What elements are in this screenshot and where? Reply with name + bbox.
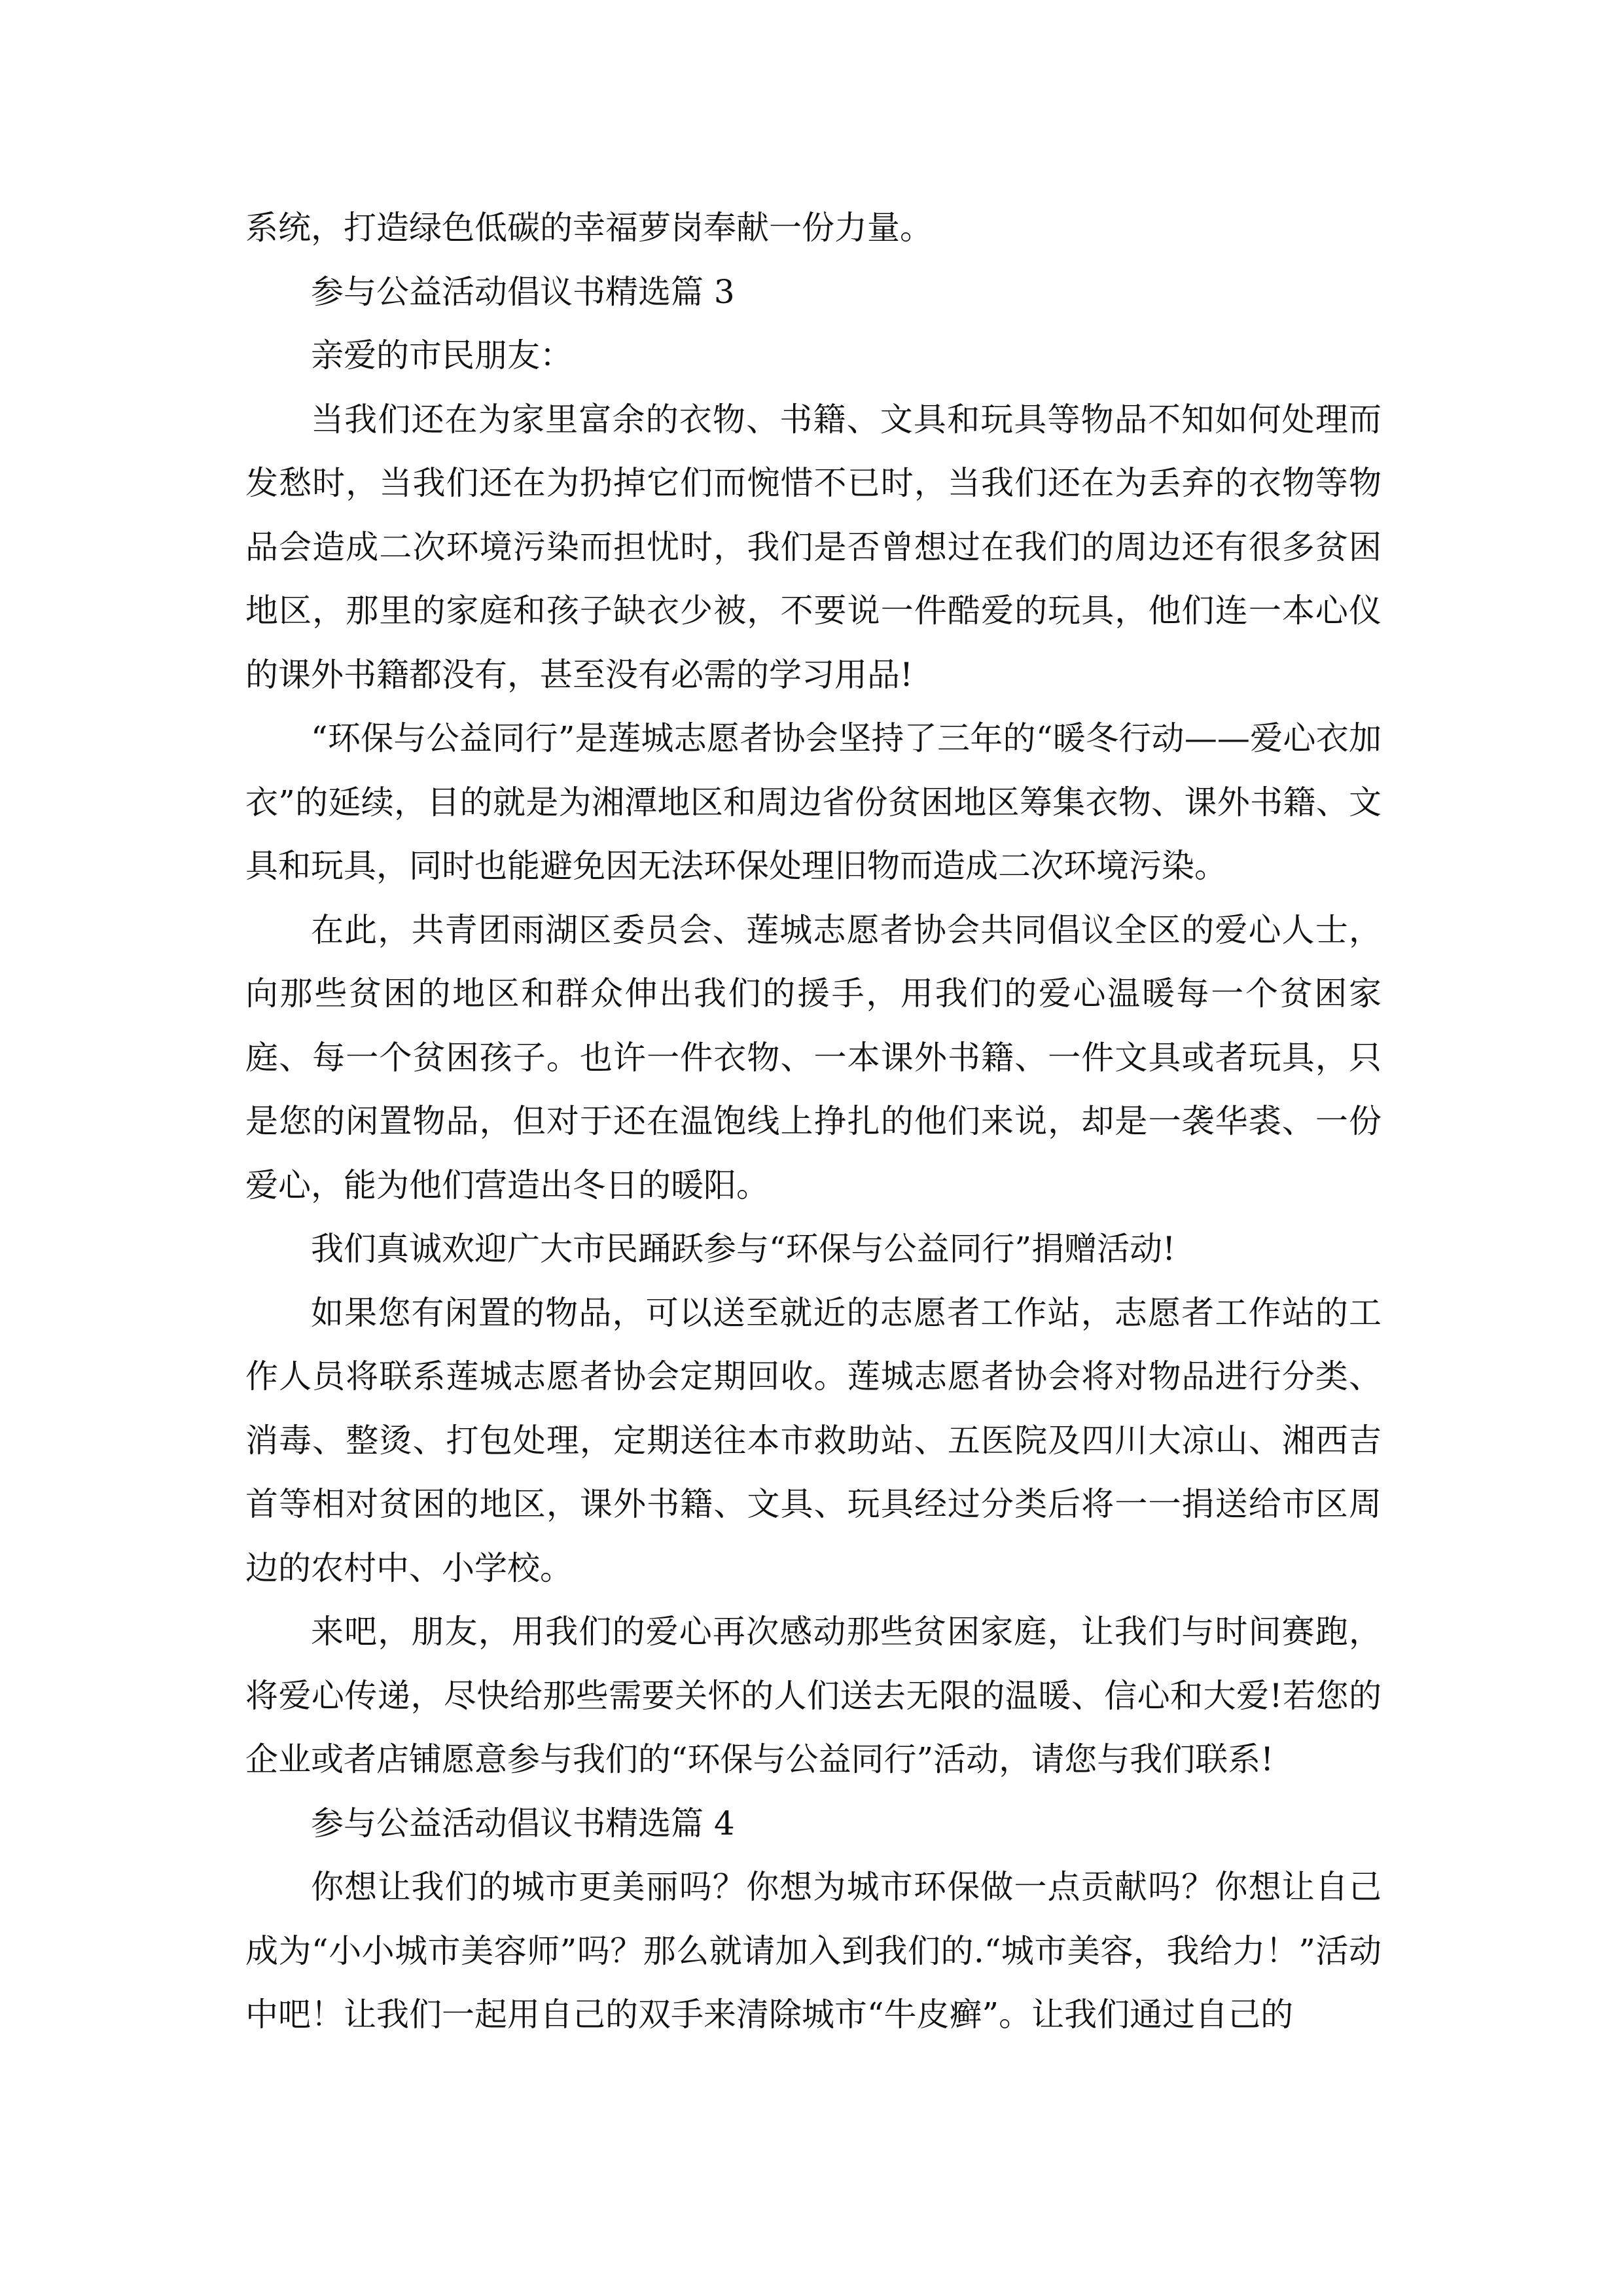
paragraph: 在此，共青团雨湖区委员会、莲城志愿者协会共同倡议全区的爱心人士，向那些贫困的地区和群众伸出我们的援手，用我们的爱心温暖每一个贫困家庭、每一个贫困孩子。也许一件衣物、一本课外书籍、一件文具或者玩具，只是您的闲置物品，但对于还在温饱线上挣扎的他们来说，却是一袭华裘、一份爱心，能为他们营造出冬日的暖阳。 — [245, 910, 1382, 1204]
paragraph: 你想让我们的城市更美丽吗？你想为城市环保做一点贡献吗？你想让自己成为“小小城市美容师”吗？那么就请加入到我们的.“城市美容，我给力！”活动中吧！让我们一起用自己的双手来清除城市“牛皮癣”。让我们通过自己的 — [245, 1868, 1382, 2034]
salutation: 亲爱的市民朋友： — [311, 336, 573, 374]
paragraph: 如果您有闲置的物品，可以送至就近的志愿者工作站，志愿者工作站的工作人员将联系莲城志愿者协会定期回收。莲城志愿者协会将对物品进行分类、消毒、整烫、打包处理，定期送往本市救助站、五医院及四川大凉山、湘西吉首等相对贫困的地区，课外书籍、文具、玩具经过分类后将一一捐送给市区周边的农村中、小学校。 — [245, 1293, 1382, 1587]
paragraph: 我们真诚欢迎广大市民踊跃参与“环保与公益同行”捐赠活动! — [311, 1230, 1176, 1268]
paragraph: 来吧，朋友，用我们的爱心再次感动那些贫困家庭，让我们与时间赛跑，将爱心传递，尽快给那些需要关怀的人们送去无限的温暖、信心和大爱!若您的企业或者店铺愿意参与我们的“环保与公益同行”活动，请您与我们联系! — [245, 1613, 1382, 1778]
paragraph-continuation: 系统，打造绿色低碳的幸福萝岗奉献一份力量。 — [245, 209, 933, 247]
paragraph: 当我们还在为家里富余的衣物、书籍、文具和玩具等物品不知如何处理而发愁时，当我们还在为扔掉它们而惋惜不已时，当我们还在为丢弃的衣物等物品会造成二次环境污染而担忧时，我们是否曾想过在我们的周边还有很多贫困地区，那里的家庭和孩子缺衣少被，不要说一件酷爱的玩具，他们连一本心仪的课外书籍都没有，甚至没有必需的学习用品! — [245, 400, 1382, 694]
section-heading-3: 参与公益活动倡议书精选篇 3 — [311, 272, 735, 311]
section-heading-4: 参与公益活动倡议书精选篇 4 — [311, 1804, 735, 1842]
paragraph: “环保与公益同行”是莲城志愿者协会坚持了三年的“暖冬行动——爱心衣加衣”的延续，目的就是为湘潭地区和周边省份贫困地区筹集衣物、课外书籍、文具和玩具，同时也能避免因无法环保处理旧物而造成二次环境污染。 — [245, 719, 1382, 885]
document-page — [245, 196, 1382, 2047]
